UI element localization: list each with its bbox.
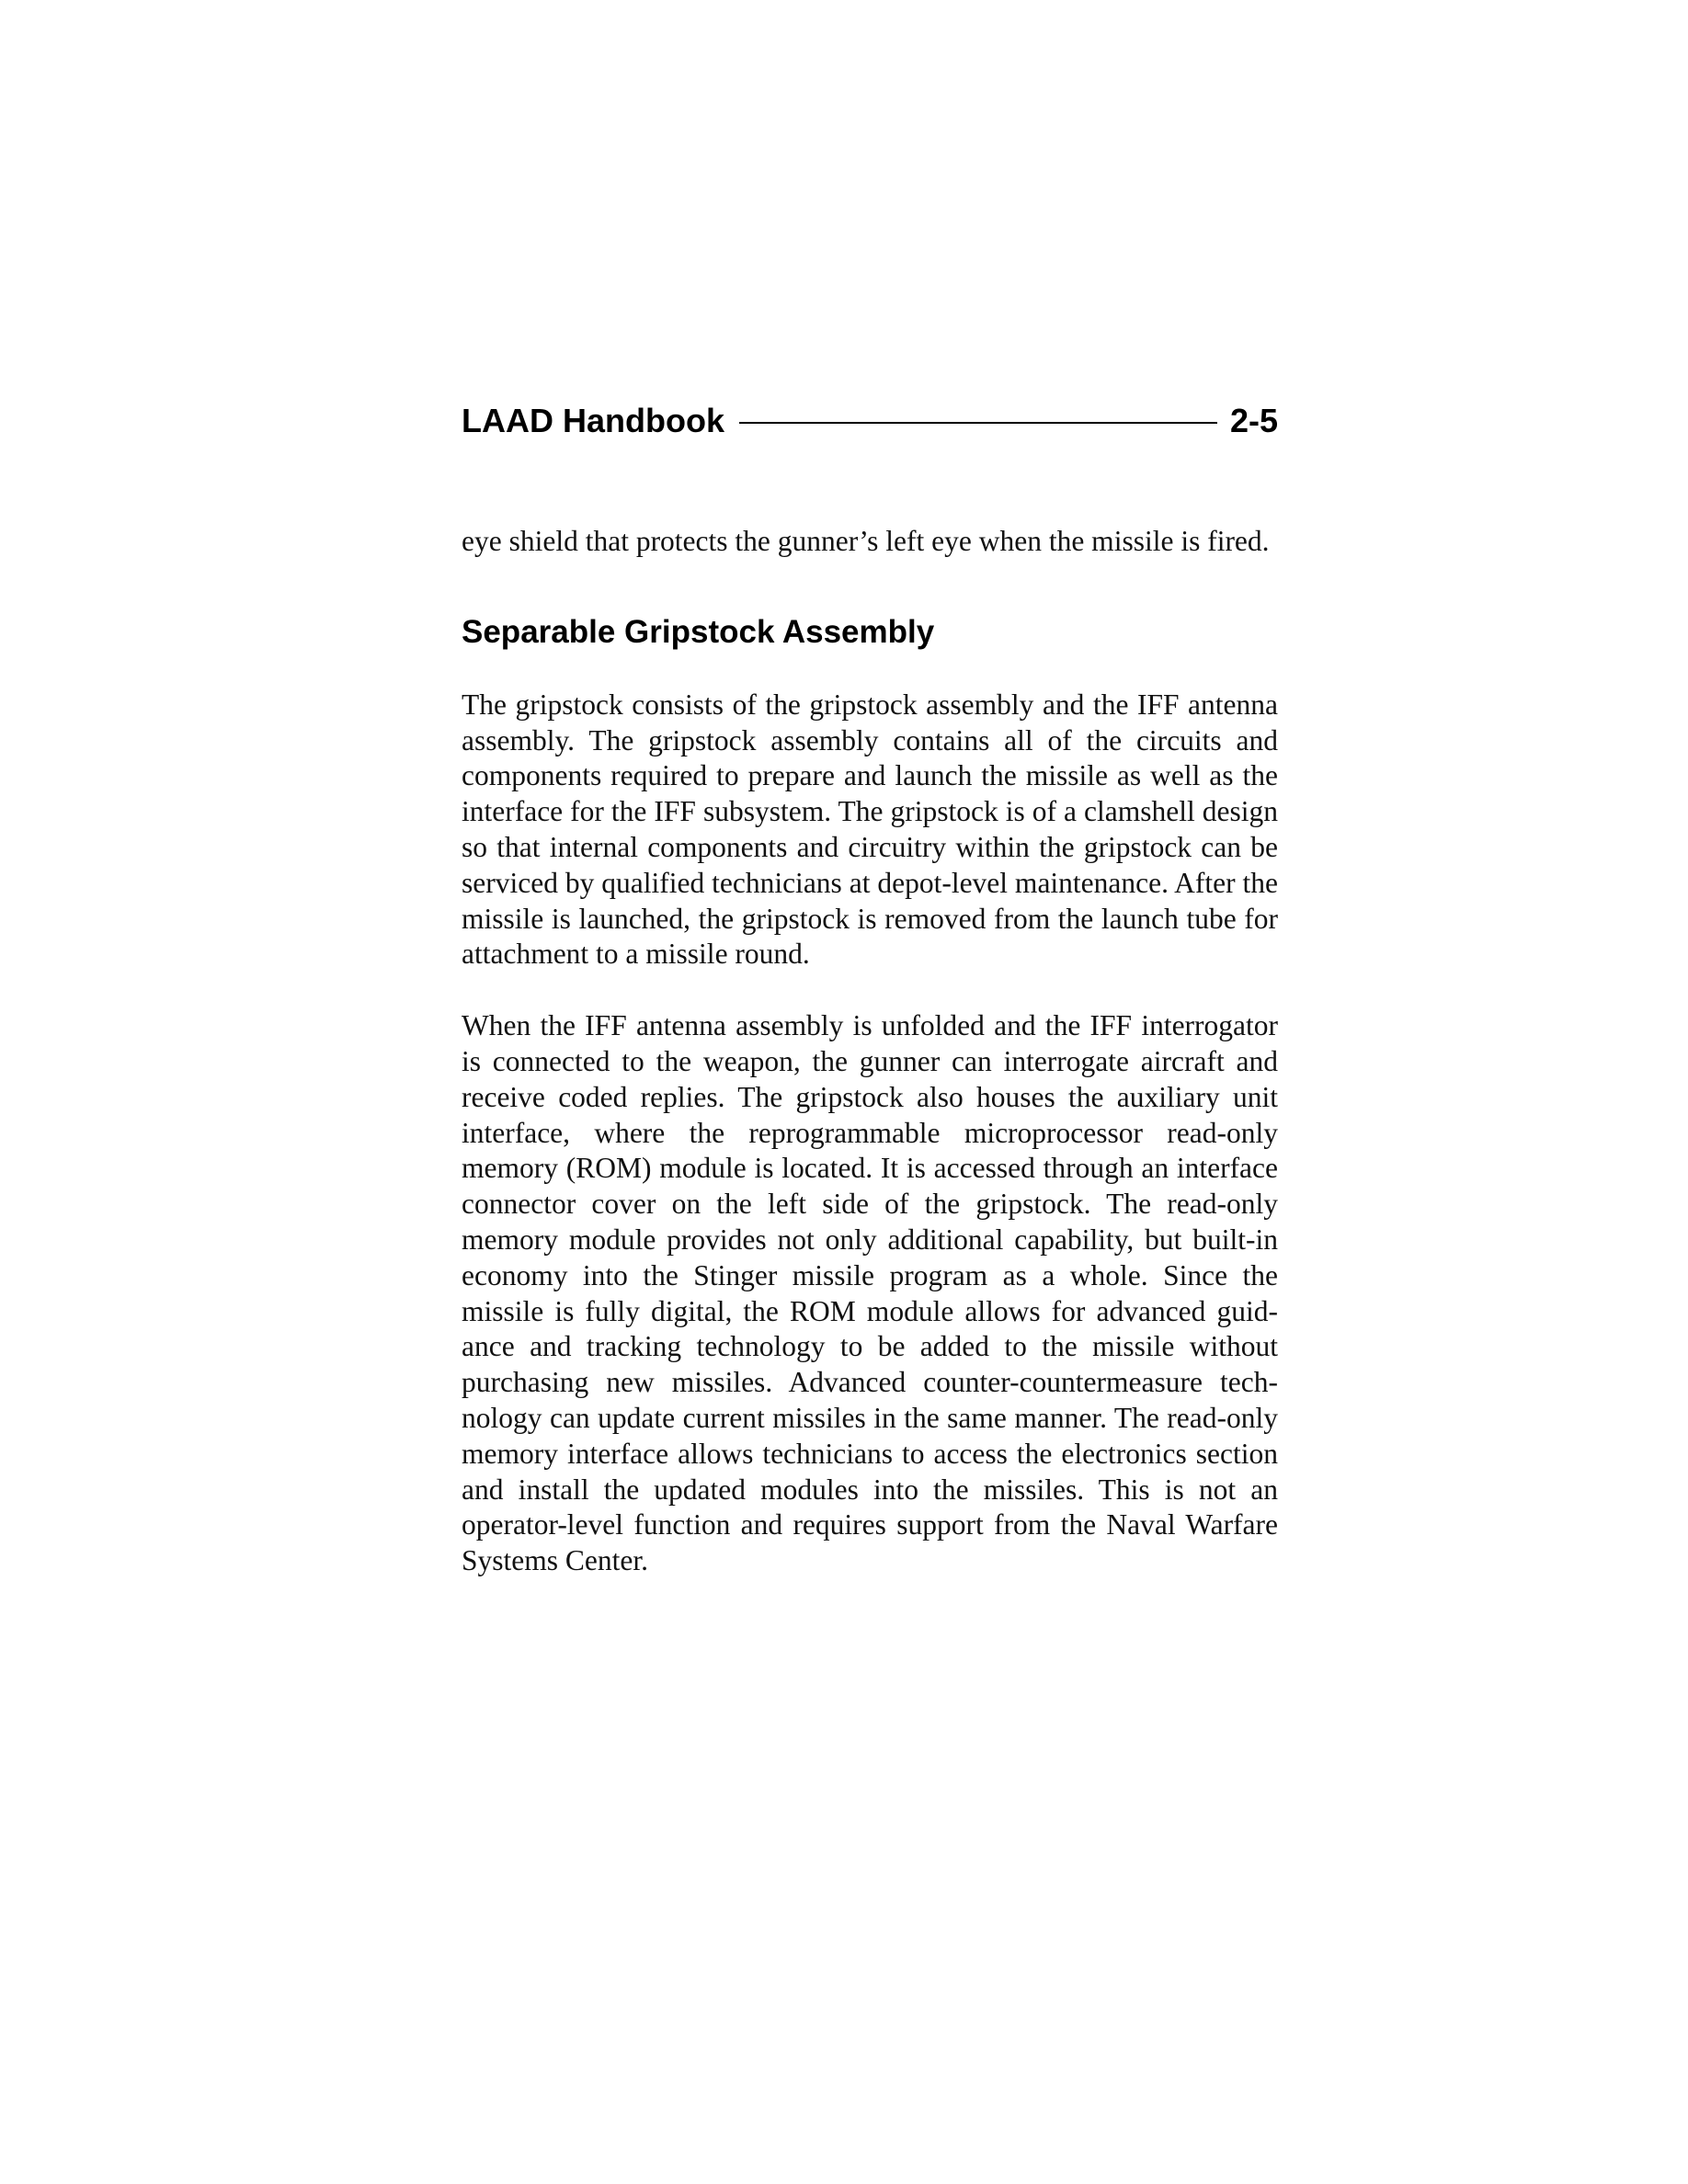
section-heading: Separable Gripstock Assembly — [462, 613, 935, 650]
document-page — [462, 395, 1278, 1579]
header-rule — [739, 422, 1217, 424]
header-title: LAAD Handbook — [462, 402, 724, 439]
body-paragraph: When the IFF antenna assembly is unfolded and the IFF interrogator is connected to the weapon, the gunner can interrogate aircraft and receive coded replies. The gripstock also houses the auxiliary unit interface, where the reprogrammable microprocessor read-only memory (ROM) module is located. It is accessed through an interface connector cover on the left side of the gripstock. The read-only memory module provides not only additional capability, but built-in economy into the Stinger missile program as a whole. Since the missile is fully digital, the ROM module allows for advanced guidance and tracking technology to be added to the missile without purchasing new missiles. Advanced counter-countermeasure technology can update current missiles in the same manner. The read-only memory interface allows technicians to access the electronics section and install the updated modules into the missiles. This is not an operator-level function and requires support from the Naval Warfare Systems Center. — [462, 1009, 1278, 1577]
continued-paragraph: eye shield that protects the gunner’s left eye when the missile is fired. — [462, 525, 1270, 557]
page-number: 2-5 — [1229, 402, 1278, 439]
running-header — [462, 395, 1278, 447]
body-paragraph: The gripstock consists of the gripstock assembly and the IFF antenna assembly. The gripstock assembly contains all of the circuits and components required to prepare and launch the missile as well as the interface for the IFF subsystem. The gripstock is of a clamshell design so that internal components and circuitry within the gripstock can be serviced by qualified technicians at depot-level maintenance. After the missile is launched, the gripstock is removed from the launch tube for attachment to a missile round. — [462, 688, 1278, 971]
